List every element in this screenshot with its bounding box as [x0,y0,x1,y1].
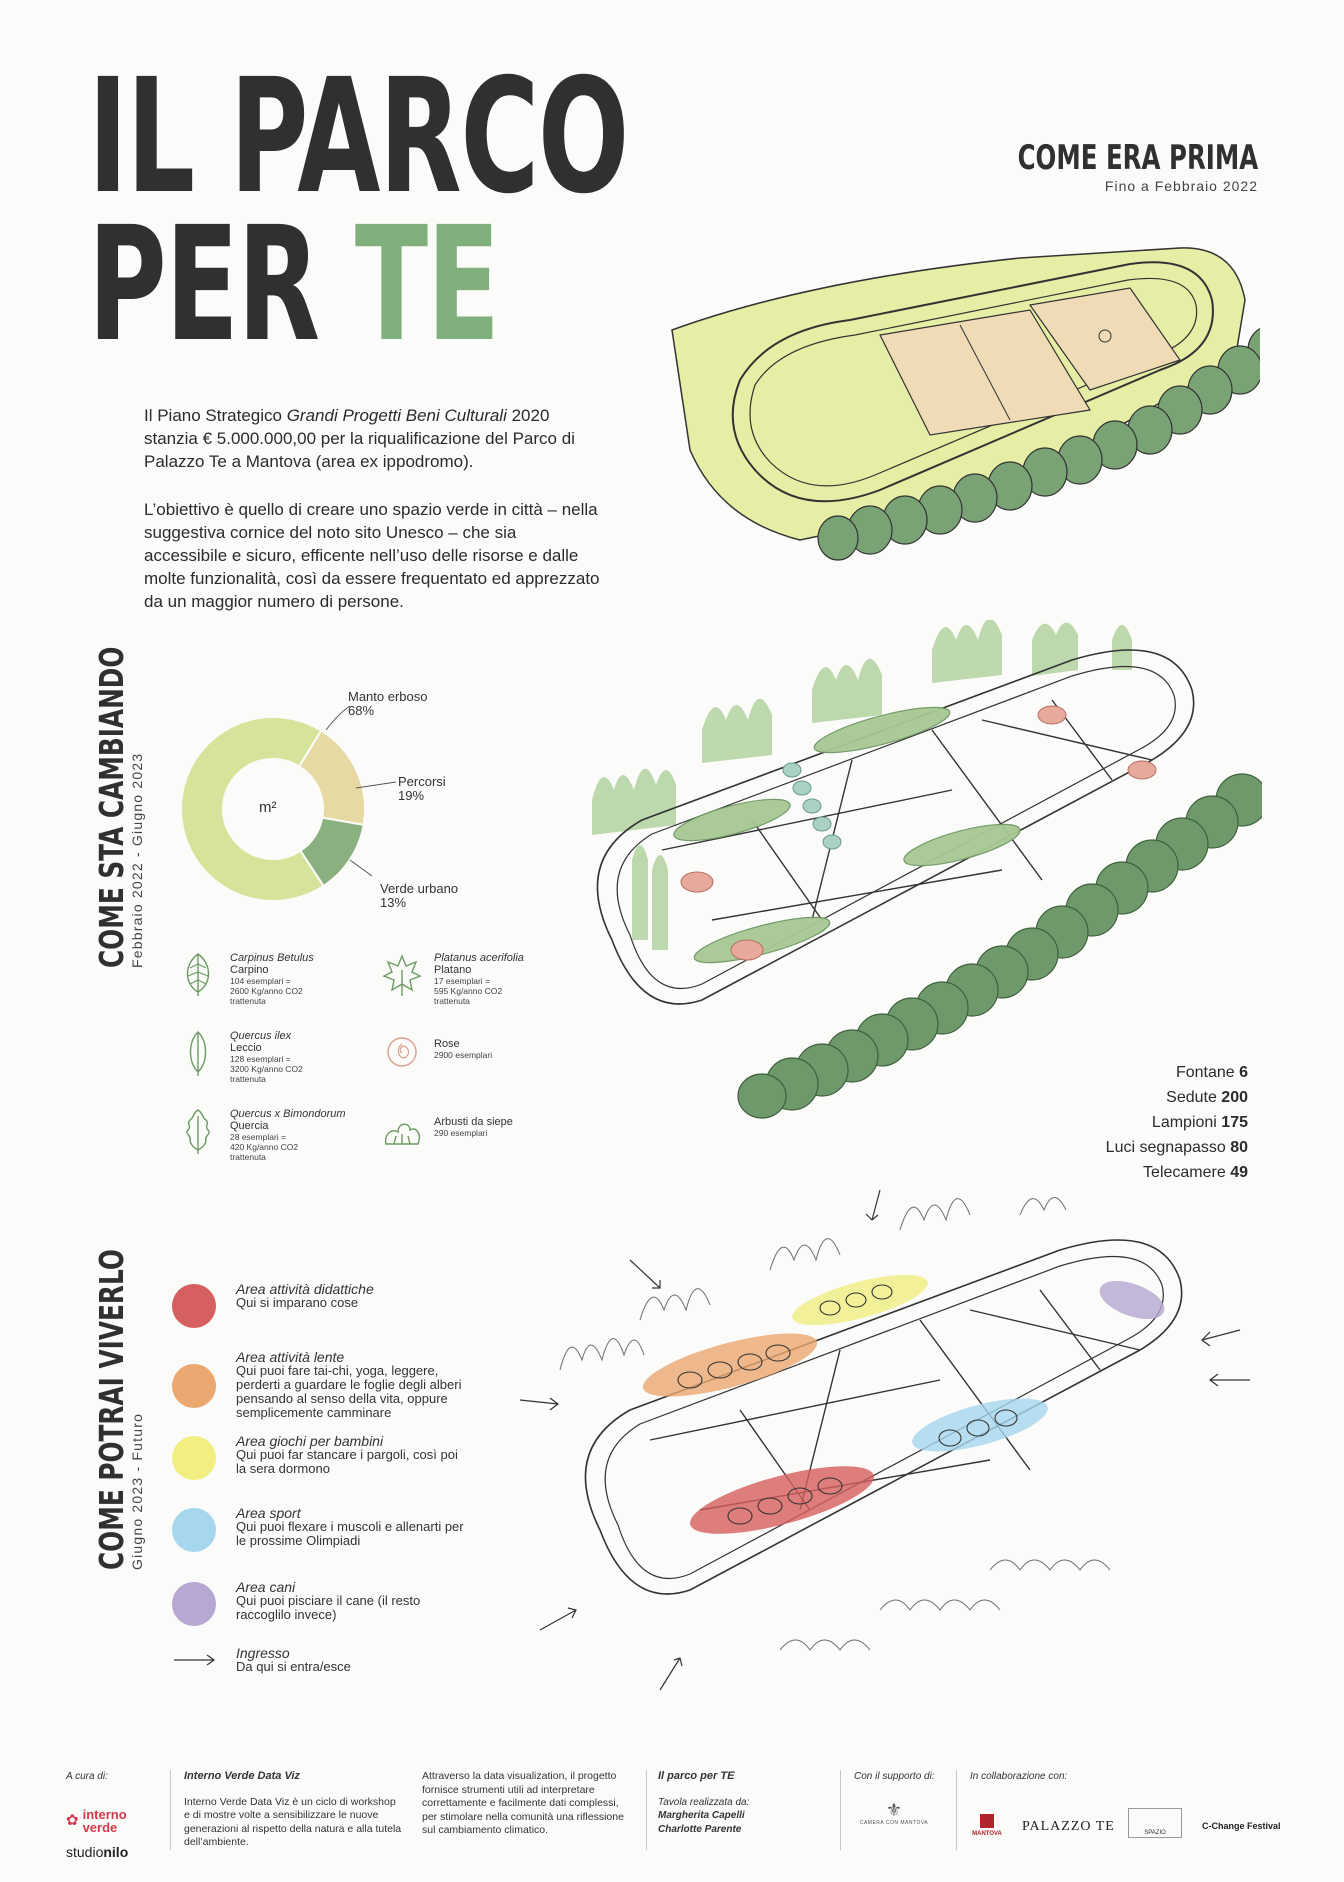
donut-label-grass [348,690,428,718]
legend-description: Qui puoi pisciare il cane (il resto raccoglilo invece) [236,1593,421,1622]
species-scientific-name: Quercus x Bimondorum [230,1108,346,1120]
changing-subtitle: Febbraio 2022 - Giugno 2023 [129,752,145,968]
legend-swatch [172,1284,216,1328]
species-common-name: Arbusti da siepe [434,1116,513,1128]
legend-title: Area cani [236,1579,296,1595]
stat-label: Luci segnapasso [1105,1139,1231,1156]
logo-camera-commercio: ⚜ CAMERA CON MANTOVA [854,1804,934,1831]
interno-verde-icon: ✿ [66,1811,79,1829]
stat-value: 175 [1221,1114,1248,1131]
stat-value: 200 [1221,1089,1248,1106]
stat-item [1106,1060,1248,1085]
footer-curated [66,1770,176,1859]
legend-description: Da qui si entra/esce [236,1659,351,1674]
before-heading [924,140,1258,194]
intro-paragraph-1: Il Piano Strategico Grandi Progetti Beni Culturali 2020 stanzia € 5.000.000,00 per la riqualificazione del Parco di Palazzo Te a Mantova (area ex ippodromo). [144,406,575,471]
intro-paragraph-2: L’obiettivo è quello di creare uno spazio verde in città – nella suggestiva cornice del noto sito Unesco – che sia accessibile e sicuro, efficente nell’uso delle risorse e dalle molte funzionalità, così da essere frequentato ed apprezzato da un maggior numero di persone. [144,500,600,611]
footer-project-title: Il parco per TE [658,1770,735,1782]
species-common-name: Leccio [230,1042,262,1054]
stat-label: Lampioni [1151,1114,1222,1131]
footer-divider [170,1770,171,1850]
facilities-stats [1106,1060,1248,1185]
before-title: COME ERA PRIMA [1017,138,1258,178]
species-common-name: Carpino [230,964,269,976]
donut-label-urban-name: Verde urbano [380,881,459,896]
footer-divider [840,1770,841,1850]
logo-cchange: C-Change Festival [1202,1820,1281,1831]
footer-dataviz: Attraverso la data visualization, il progetto fornisce strumenti utili ad interpretare correttamente e facilmente dati complessi, per stimolare nella comunità una riflessione sul cambiamento climatico. [422,1770,624,1836]
before-subtitle: Fino a Febbraio 2022 [1104,178,1258,194]
before-park-illustration [660,240,1260,580]
legend-swatch [172,1508,216,1552]
species-common-name: Rose [434,1038,460,1050]
legend-title: Area sport [236,1505,301,1521]
entrance-arrow-icon [174,1652,218,1671]
footer-made-by-label: Tavola realizzata da: [658,1796,750,1808]
stat-value: 80 [1230,1139,1248,1156]
footer-ivdv-title: Interno Verde Data Viz [184,1770,300,1782]
footer-curated-label: A cura di: [66,1771,108,1782]
future-park-illustration [520,1190,1280,1710]
footer-support [854,1770,954,1831]
title-per: PER [88,193,355,377]
footer-collab-label: In collaborazione con: [970,1771,1068,1782]
species-detail: 128 esemplari = 3200 Kg/anno CO2 trattenuta [230,1054,303,1084]
stat-value: 49 [1230,1164,1248,1181]
legend-title: Area attività didattiche [236,1281,374,1297]
stat-item [1106,1085,1248,1110]
footer-divider [646,1770,647,1850]
crest-icon: ⚜ [885,1799,903,1820]
hornbeam-leaf-icon [178,950,218,1004]
species-common-name: Platano [434,964,472,976]
stat-label: Fontane [1175,1064,1240,1081]
future-title: COME POTRAI VIVERLO [92,1249,131,1570]
species-scientific-name: Quercus ilex [230,1030,292,1042]
species-detail: 28 esemplari = 420 Kg/anno CO2 trattenuta [230,1132,299,1162]
donut-center-label: m² [259,799,277,816]
shrub-icon [382,1106,422,1160]
stat-label: Telecamere [1143,1164,1231,1181]
donut-label-urban-pct: 13% [380,895,407,910]
legend-swatch [172,1582,216,1626]
legend-description: Qui puoi fare tai-chi, yoga, leggere, perderti a guardare le foglie degli alberi pensando al senso della vita, oppure semplicemente camminare [236,1363,462,1420]
logo-spazio: SPAZIO [1128,1808,1182,1838]
footer-collab [970,1770,1300,1854]
plane-leaf-icon [382,950,422,1004]
stat-value: 6 [1239,1064,1248,1081]
mantova-mark-icon [980,1814,994,1828]
footer-ivdv-text: Interno Verde Data Viz è un ciclo di workshop e di mostre volte a sensibilizzare le nuove generazioni al rispetto della natura e alla tutela dell’ambiente. [184,1795,402,1848]
holm-oak-leaf-icon [178,1028,218,1082]
species-item [230,1108,370,1162]
species-scientific-name: Platanus acerifolia [434,952,524,964]
species-detail: 17 esemplari = 595 Kg/anno CO2 trattenuta [434,976,503,1006]
legend-description: Qui puoi flexare i muscoli e allenarti per le prossime Olimpiadi [236,1519,464,1548]
future-heading [92,1142,145,1570]
legend-description: Qui si imparano cose [236,1295,359,1310]
legend-description: Qui puoi far stancare i pargoli, così poi la sera dormono [236,1447,458,1476]
logo-palazzo-te: PALAZZO TE [1022,1818,1115,1834]
changing-heading [92,539,145,968]
species-common-name: Quercia [230,1120,269,1132]
footer-divider [956,1770,957,1850]
species-item [230,952,370,1006]
legend-title: Area attività lente [236,1349,345,1365]
logo-interno-verde: ✿ interno verde [66,1806,127,1835]
title-line-1: IL PARCO [88,45,628,229]
footer-project [658,1770,838,1836]
species-item [230,1030,370,1084]
donut-label-paths [398,775,446,803]
species-scientific-name: Carpinus Betulus [230,952,314,964]
legend-title: Area giochi per bambini [236,1433,384,1449]
footer-ivdv [184,1770,404,1850]
changing-title: COME STA CAMBIANDO [92,646,131,968]
footer-authors: Margherita Capelli Charlotte Parente [658,1810,745,1835]
changing-park-illustration [552,620,1262,1120]
legend-title: Ingresso [236,1645,290,1661]
legend-swatch [172,1436,216,1480]
legend-swatch [172,1364,216,1408]
rose-icon [382,1028,422,1082]
donut-label-grass-name: Manto erboso [348,689,428,704]
logo-mantova: MANTOVA [970,1814,1004,1842]
footer-support-label: Con il supporto di: [854,1771,935,1782]
donut-label-paths-name: Percorsi [398,774,446,789]
species-detail: 104 esemplari = 2600 Kg/anno CO2 trattenuta [230,976,303,1006]
stat-item [1106,1110,1248,1135]
title-te: TE [354,193,499,377]
title-line-2 [88,193,499,377]
future-subtitle: Giugno 2023 - Futuro [129,1412,145,1570]
stat-item [1106,1160,1248,1185]
donut-label-paths-pct: 19% [398,788,425,803]
species-detail: 290 esemplari [434,1128,488,1138]
donut-label-grass-pct: 68% [348,703,375,718]
oak-leaf-icon [178,1106,218,1160]
stat-item [1106,1135,1248,1160]
donut-label-urban [380,882,458,910]
species-detail: 2900 esemplari [434,1050,493,1060]
stat-label: Sedute [1166,1089,1222,1106]
logo-studionilo: studionilo [66,1843,129,1860]
